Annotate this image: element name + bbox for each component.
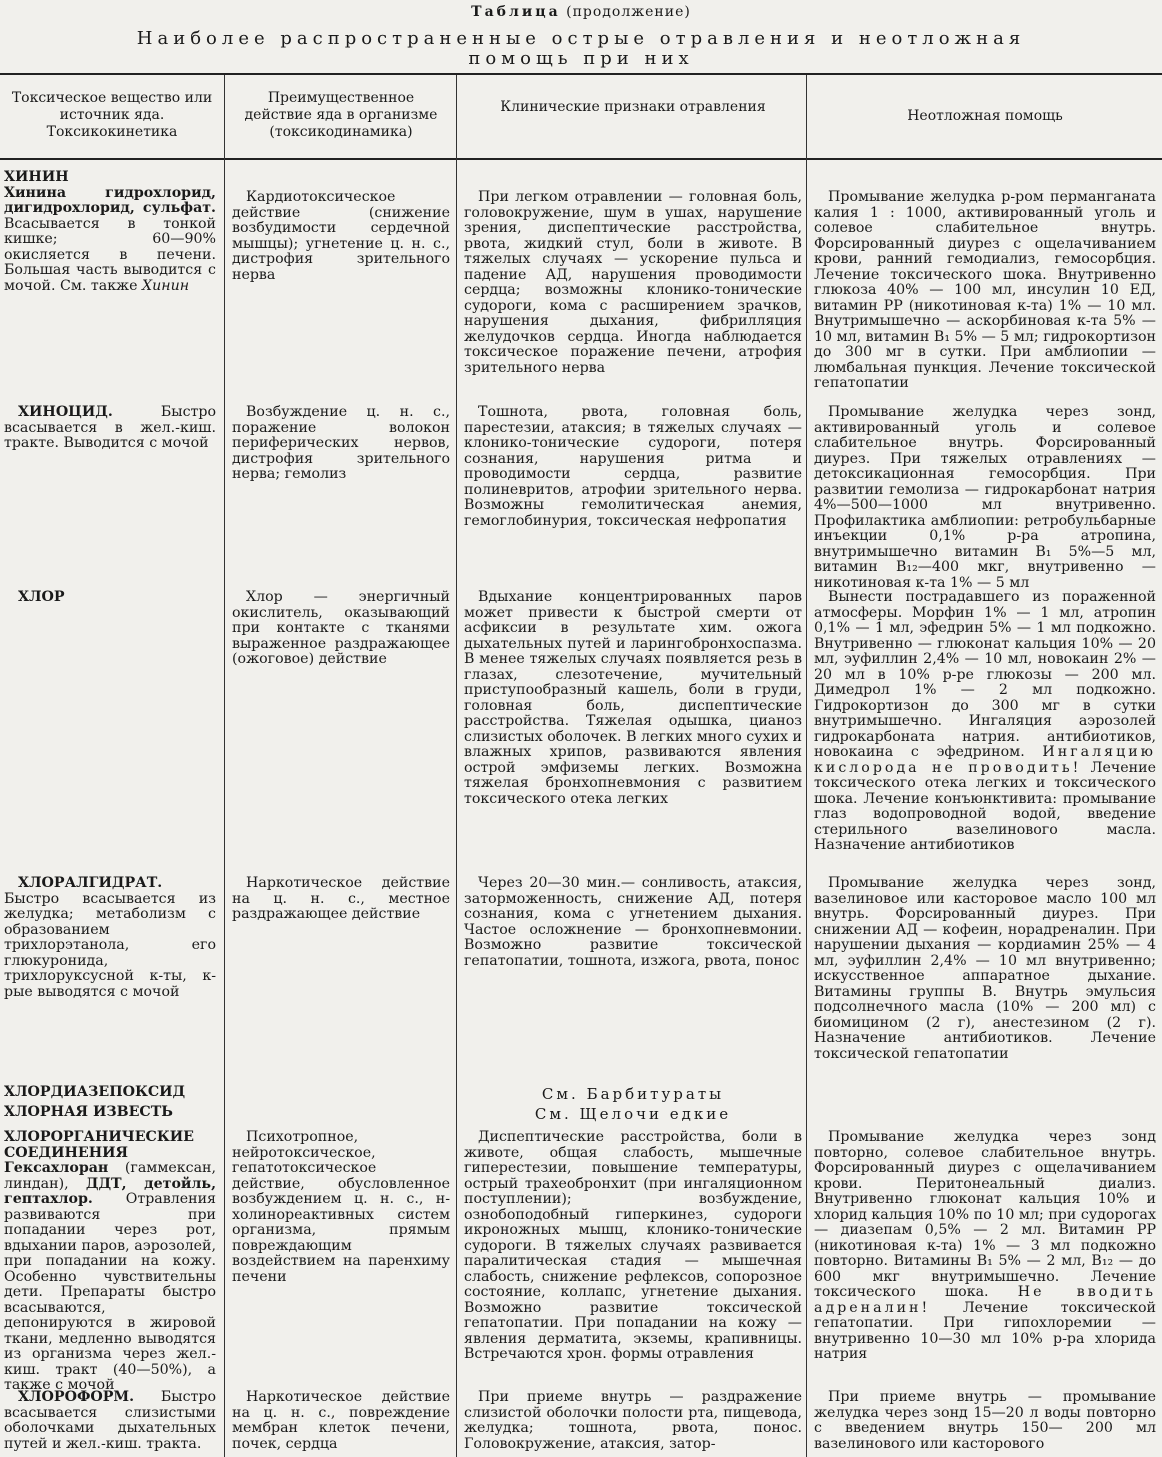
help-text-tail: Лечение токсического отека легких и токсического шока. Лечение конъюнктивита: промывание глаз водопроводной водой, введение стерильного вазелинового масла. Назначение антибиотиков <box>814 759 1156 853</box>
substance-name: ХИНОЦИД. <box>18 404 113 420</box>
caption-note: (продолжение) <box>566 4 691 20</box>
substance-subname-lead: Гексахлоран <box>4 1160 109 1176</box>
column-divider-1 <box>224 75 225 1157</box>
column-divider-2 <box>456 75 457 1457</box>
row-quinine-substance <box>4 170 216 294</box>
header-col1: Токсическое вещество или источник яда. Токсикокинетика <box>11 90 213 140</box>
table-title-line1: Наиболее распространенные острые отравления и неотложная <box>136 28 1026 49</box>
row-organochlorine-clinic: Диспептические расстройства, боли в животе, общая слабость, мышечные гиперестезии, повышение температуры, острый трахеобронхит (при ингаляционном поступлении); возбуждение, ознобоподобный гиперкинез, судороги икроножных мышц, клонико-тонические судороги. В тяжелых случаях развивается паралитическая стадия — мышечная слабость, снижение рефлексов, сопорозное состояние, коллапс, угнетение дыхания. Возможно развитие токсической гепатопатии. При попадании на кожу — явления дерматита, экземы, крапивницы. Встречаются хрон. формы отравления <box>464 1129 802 1362</box>
substance-subname-tail: ДДТ, детойль, гептахлор. <box>4 1175 217 1207</box>
row-quinine-help: Промывание желудка р-ром перманганата калия 1 : 1000, активированный уголь и солевое слабительное внутрь. Форсированный диурез с ощелачиванием крови, ранний гемодиализ, гемосорбция. Лечение токсического шока. Внутривенно глюкоза 40% — 100 мл, инсулин 10 ЕД, витамин РР (никотиновая к-та) 1% — 10 мл. Внутримышечно — аскорбиновая к-та 5% — 10 мл, витамин B₁ 5% — 5 мл; гидрокортизон до 300 мг в сутки. При амблиопии — люмбальная пункция. Лечение токсической гепатопатии <box>814 189 1156 391</box>
row-chloroform-action: Наркотическое действие на ц. н. с., повреждение мембран клеток печени, почек, сердца <box>232 1389 450 1452</box>
row-chlordiazepoxide-substance <box>4 1085 216 1101</box>
table-title-line2: помощь при них <box>468 48 694 69</box>
header-col4: Неотложная помощь <box>907 108 1063 124</box>
substance-kinetics: Быстро всасывается в жел.-киш. тракте. Выводится с мочой <box>4 404 216 451</box>
row-chloroform-clinic: При приеме внутрь — раздражение слизистой оболочки полости рта, пищевода, желудка; тошнота, рвота, понос. Головокружение, атаксия, затор- <box>464 1389 802 1452</box>
header-rule <box>0 158 1162 160</box>
row-organochlorine-help <box>814 1130 1156 1363</box>
substance-name: ХЛОРАЛГИДРАТ. <box>18 875 163 891</box>
row-quinocide-clinic: Тошнота, рвота, головная боль, парестезии, атаксия; в тяжелых случаях — клонико-тонические судороги, потеря сознания, нарушения ритма и проводимости сердца, развитие полиневритов, атрофии зрительного нерва. Возможны гемолитическая анемия, гемоглобинурия, токсическая нефропатия <box>464 404 802 529</box>
row-chlorine-action: Хлор — энергичный окислитель, оказывающий при контакте с тканями выраженное раздражающее (ожоговое) действие <box>232 589 450 667</box>
row-chloral-clinic: Через 20—30 мин.— сонливость, атаксия, заторможенность, снижение АД, потеря сознания, кома с угнетением дыхания. Частое осложнение — бронхопневмонии. Возможно развитие токсической гепатопатии, тошнота, изжога, рвота, понос <box>464 875 802 969</box>
row-chlorine-substance <box>4 590 216 606</box>
row-chloral-action: Наркотическое действие на ц. н. с., местное раздражающее действие <box>232 875 450 922</box>
row-quinine-action: Кардиотоксическое действие (снижение возбудимости сердечной мышцы); угнетение ц. н. с., дистрофия зрительного нерва <box>232 189 450 283</box>
help-text: Промывание желудка через зонд повторно, солевое слабительное внутрь. Форсированный диурез с ощелачиванием крови. Перитонеальный диализ. Внутривенно глюконат кальция 10% и хлорид кальция 10% по 10 мл; при судорогах — диазепам 0,5% — 2 мл. Витамин РР (никотиновая к-та) 1% — 3 мл подкожно повторно. Витамины B₁ 5% — 2 мл, B₁₂ — до 600 мкг внутримышечно. Лечение токсического шока. <box>814 1129 1156 1300</box>
row-quinocide-action: Возбуждение ц. н. с., поражение волокон периферических нервов, дистрофия зрительного нерва; гемолиз <box>232 404 450 482</box>
substance-kinetics: Быстро всасывается из желудка; метаболизм с образованием трихлорэтанола, его глюкуронида, трихлоруксусной к-ты, к-рые выводятся с мочой <box>4 890 216 1000</box>
column-divider-3 <box>806 75 807 1457</box>
substance-subname: Хинина гидрохлорид, дигидрохлорид, сульфат. <box>4 184 216 216</box>
substance-kinetics: Отравления развиваются при попадании через рот, вдыхании паров, аэрозолей, при попадании на кожу. Особенно чувствительны дети. Препараты быстро всасываются, депонируются в жировой ткани, медленно выводятся из организма через жел.-киш. тракт (40—50%), а также с мочой <box>4 1191 216 1393</box>
header-col2: Преимущественное действие яда в организме (токсикодинамика) <box>244 90 438 140</box>
substance-kinetics: Быстро всасывается слизистыми оболочками дыхательных путей и жел.-киш. тракта. <box>4 1389 216 1452</box>
column-divider-1-lower <box>224 1129 225 1457</box>
help-warning: Не вводить адреналин! <box>814 1284 1157 1316</box>
header-col3: Клинические признаки отравления <box>500 99 766 115</box>
table-caption <box>0 4 1162 20</box>
row-chlorine-help <box>814 590 1156 854</box>
substance-kinetics: Всасывается в тонкой кишке; 60—90% окисляется в печени. Большая часть выводится с мочой. См. также <box>4 215 216 294</box>
substance-name: ХЛОРОРГАНИЧЕСКИЕ СОЕДИНЕНИЯ <box>4 1129 194 1161</box>
caption-word: Таблица <box>471 4 561 20</box>
substance-name: ХЛОР <box>18 589 65 605</box>
substance-name: ХИНИН <box>4 169 69 185</box>
row-quinocide-substance <box>4 405 216 452</box>
row-organochlorine-action: Психотропное, нейротоксическое, гепатотоксическое действие, обусловленное возбуждением ц. н. с., н-холинореактивных систем организма, прямым повреждающим воздействием на паренхиму печени <box>232 1129 450 1285</box>
row-chloroform-help: При приеме внутрь — промывание желудка через зонд 15—20 л воды повторно с введением внутрь 150— 200 мл вазелинового или касторового <box>814 1389 1156 1452</box>
substance-name: ХЛОРОФОРМ. <box>18 1389 135 1405</box>
row-chloral-substance <box>4 876 216 1000</box>
row-chlordiazepoxide-see: См. Барбитураты <box>541 1085 725 1103</box>
help-warning: Ингаляцию кислорода не проводить! <box>814 744 1157 776</box>
help-text-tail: Лечение токсической гепатопатии. При гипохлоремии — внутривенно 10—30 мл 10% р-ра хлорида натрия <box>814 1299 1156 1362</box>
row-chloral-help: Промывание желудка через зонд, вазелиновое или касторовое масло 100 мл внутрь. Форсированный диурез. При снижении АД — кофеин, норадреналин. При нарушении дыхания — кордиамин 25% — 4 мл, эуфиллин 2,4% — 10 мл внутривенно; искусственное аппаратное дыхание. Витамины группы B. Внутрь эмульсия подсолнечного масла (10% — 200 мл) с биомицином (2 г), анестезином (2 г). Назначение антибиотиков. Лечение токсической гепатопатии <box>814 875 1156 1062</box>
row-bleach-see: См. Щелочи едкие <box>534 1105 732 1123</box>
row-quinocide-help: Промывание желудка через зонд, активированный уголь и солевое слабительное внутрь. Форсированный диурез. При тяжелых отравлениях — детоксикационная гемосорбция. При развитии гемолиза — гидрокарбонат натрия 4%—500—1000 мл внутривенно. Профилактика амблиопии: ретробульбарные инъекции 0,1% р-ра атропина, внутримышечно витамин B₁ 5%—5 мл, витамин B₁₂—400 мкг, внутривенно — никотиновая к-та 1% — 5 мл <box>814 404 1156 591</box>
substance-subname-mid: (гаммексан, линдан), <box>4 1160 216 1192</box>
row-chlorine-clinic: Вдыхание концентрированных паров может привести к быстрой смерти от асфиксии в результате хим. ожога дыхательных путей и ларингобронхоспазма. В менее тяжелых случаях появляется резь в глазах, слезотечение, мучительный приступообразный кашель, боли в груди, головная боль, диспептические расстройства. Тяжелая одышка, цианоз слизистых оболочек. В легких много сухих и влажных хрипов, развиваются явления острой эмфиземы легких. Возможна тяжелая бронхопневмония с развитием токсического отека легких <box>464 589 802 807</box>
help-text: Вынести пострадавшего из пораженной атмосферы. Морфин 1% — 1 мл, атропин 0,1% — 1 мл, эфедрин 5% — 1 мл подкожно. Внутривенно — глюконат кальция 10% — 20 мл, эуфиллин 2,4% — 10 мл, новокаин 2% — 20 мл в 10% р-ре глюкозы — 200 мл. Димедрол 1% — 2 мл подкожно. Гидрокортизон до 300 мг в сутки внутримышечно. Ингаляция аэрозолей гидрокарбоната натрия. антибиотиков, новокаина с эфедрином. <box>814 589 1156 760</box>
substance-name: ХЛОРДИАЗЕПОКСИД <box>4 1084 186 1100</box>
substance-name: ХЛОРНАЯ ИЗВЕСТЬ <box>4 1104 173 1120</box>
row-quinine-clinic: При легком отравлении — головная боль, головокружение, шум в ушах, нарушение зрения, диспептические расстройства, рвота, жидкий стул, боли в животе. В тяжелых случаях — ускорение пульса и падение АД, нарушения проводимости сердца; возможны клонико-тонические судороги, кома с расширением зрачков, нарушения дыхания, фибрилляция желудочков сердца. Иногда наблюдается токсическое поражение печени, атрофия зрительного нерва <box>464 189 802 376</box>
row-chloroform-substance <box>4 1390 216 1452</box>
row-bleach-substance <box>4 1105 216 1121</box>
top-rule <box>0 73 1162 75</box>
row-organochlorine-substance <box>4 1130 216 1394</box>
substance-reference: Хинин <box>142 277 190 294</box>
